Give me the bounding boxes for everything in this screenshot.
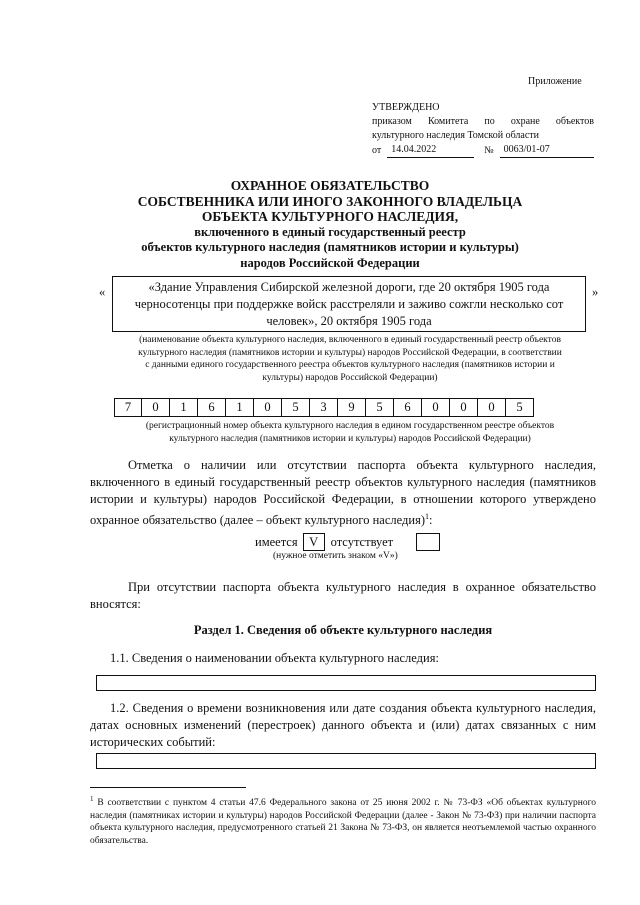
date-prefix: от	[372, 145, 382, 156]
footnote-ref: 1	[424, 512, 429, 521]
registration-number	[114, 398, 534, 417]
object-name-line-1: «Здание Управления Сибирской железной дороги, где 20 октября 1905 года	[148, 280, 550, 294]
reg-digit: 1	[226, 398, 254, 417]
reg-digit: 5	[506, 398, 534, 417]
reg-digit: 0	[254, 398, 282, 417]
approval-block	[372, 101, 594, 158]
reg-digit: 5	[366, 398, 394, 417]
passport-colon: :	[428, 513, 433, 528]
reg-digit: 0	[422, 398, 450, 417]
heading-line-6: народов Российской Федерации	[240, 255, 420, 270]
reg-digit: 6	[394, 398, 422, 417]
passport-options	[255, 533, 440, 551]
footnote-mark: 1	[90, 795, 94, 803]
reg-number-caption	[100, 420, 600, 445]
heading-line-4: включенного в единый государственный реестр	[194, 224, 466, 239]
reg-digit: 1	[170, 398, 198, 417]
footnote-text: В соответствии с пунктом 4 статьи 47.6 Федерального закона от 25 июня 2002 г. № 73-ФЗ «Об объектах культурного наследия (памятниках истории и культуры) народов Российской Федерации (далее - Закон № 73-ФЗ) при наличии паспорта объекта культурного наследия, предусмотренного статьей 21 Закона № 73-ФЗ, он является неотъемлемой частью охранного обязательства.	[90, 798, 597, 846]
object-name-caption	[100, 334, 600, 384]
object-name-underline	[112, 331, 586, 332]
number-prefix: №	[484, 145, 494, 156]
document-heading	[80, 178, 580, 271]
approval-title: УТВЕРЖДЕНО	[372, 102, 440, 113]
reg-digit: 6	[198, 398, 226, 417]
heading-line-2: СОБСТВЕННИКА ИЛИ ИНОГО ЗАКОННОГО ВЛАДЕЛЬЦА	[137, 193, 523, 209]
reg-caption-line-1: (регистрационный номер объекта культурного наследия в едином государственном реестре объектов	[145, 421, 555, 431]
approval-date: 14.04.2022	[387, 143, 474, 158]
absent-passport-checkbox[interactable]	[416, 533, 440, 551]
reg-digit: 7	[114, 398, 142, 417]
approval-line-2: культурного наследия Томской области	[372, 130, 540, 141]
heading-line-5: объектов культурного наследия (памятников истории и культуры)	[141, 240, 519, 254]
open-quote: «	[99, 285, 106, 299]
checkbox-hint: (нужное отметить знаком «V»)	[273, 551, 398, 561]
reg-digit: 9	[338, 398, 366, 417]
footnote	[90, 793, 596, 847]
item-1-1-label: 1.1. Сведения о наименовании объекта культурного наследия:	[110, 651, 439, 665]
absent-paragraph: При отсутствии паспорта объекта культурного наследия в охранное обязательство вносятся:	[90, 580, 596, 611]
footnote-separator	[90, 787, 246, 788]
caption-line-2: культурного наследия (памятников истории и культуры) народов Российской Федерации, в соответствии	[138, 347, 562, 358]
heading-line-3: ОБЪЕКТА КУЛЬТУРНОГО НАСЛЕДИЯ,	[201, 209, 459, 224]
reg-caption-line-2: культурного наследия (памятников истории и культуры) народов Российской Федерации)	[169, 433, 531, 444]
caption-line-1: (наименование объекта культурного наследия, включенного в единый государственный реестр объектов	[139, 335, 561, 345]
item-1-2-field[interactable]	[96, 753, 596, 769]
approval-number: 0063/01-07	[500, 143, 594, 158]
absent-passport-label: отсутствует	[330, 534, 394, 549]
item-1-1-field[interactable]	[96, 675, 596, 691]
close-quote: »	[592, 285, 599, 299]
reg-digit: 5	[282, 398, 310, 417]
reg-digit: 0	[478, 398, 506, 417]
passport-text: Отметка о наличии или отсутствии паспорта объекта культурного наследия, включенного в единый государственный реестр объектов культурного наследия (памятников истории и культуры) народов Российской Федерации, в отношении которого утверждено охранное обязательство (далее – объект культурного наследия)	[90, 458, 596, 528]
reg-digit: 0	[142, 398, 170, 417]
has-passport-label: имеется	[255, 534, 298, 549]
item-1-2-label: 1.2. Сведения о времени возникновения или дате создания объекта культурного наследия, датах основных изменений (перестроек) данного объекта и (или) датах связанных с ним исторических событий:	[90, 701, 596, 749]
reg-digit: 3	[310, 398, 338, 417]
object-name-line-3: человек», 20 октября 1905 года	[266, 314, 432, 328]
approval-line-1: приказом Комитета по охране объектов	[372, 116, 594, 127]
appendix-label: Приложение	[528, 76, 582, 87]
section-1-title: Раздел 1. Сведения об объекте культурного наследия	[193, 623, 493, 637]
object-name-line-2: черносотенцы при поддержке войск расстреляли и заживо сожгли несколько сот	[134, 297, 564, 311]
caption-line-4: культуры) народов Российской Федерации)	[262, 372, 438, 383]
object-name-box	[112, 276, 586, 332]
caption-line-3: с данными единого государственного реестра объектов культурного наследия (памятников истории и	[145, 360, 555, 370]
approval-date-row	[372, 143, 594, 158]
passport-paragraph	[90, 457, 596, 529]
heading-line-1: ОХРАННОЕ ОБЯЗАТЕЛЬСТВО	[230, 178, 430, 193]
reg-digit: 0	[450, 398, 478, 417]
has-passport-checkbox[interactable]: V	[303, 533, 325, 551]
